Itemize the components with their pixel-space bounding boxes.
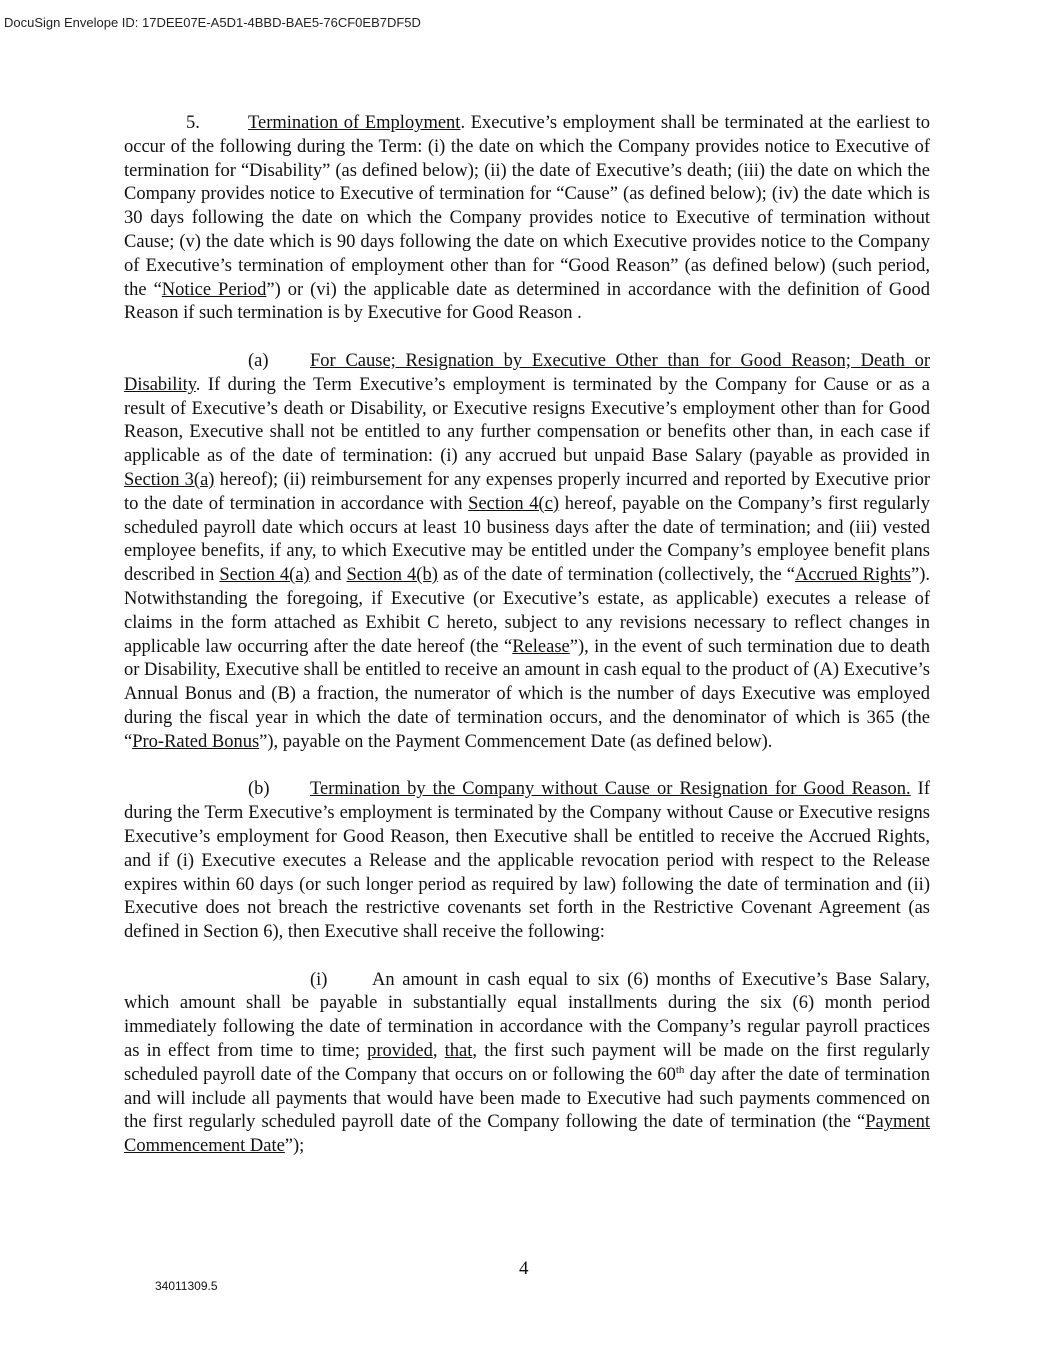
page-number: 4 <box>519 1258 529 1279</box>
docusign-envelope-id: DocuSign Envelope ID: 17DEE07E-A5D1-4BBD-BAE5-76CF0EB7DF5D <box>4 15 421 30</box>
section-number: 5. <box>186 113 200 133</box>
defined-term-payment-commencement-date: Payment Commencement Date <box>124 1112 930 1157</box>
section-reference: Section 3(a) <box>124 469 215 490</box>
document-id: 34011309.5 <box>155 1279 218 1293</box>
section-reference: Section 4(b) <box>346 565 438 586</box>
defined-term-notice-period: Notice Period <box>161 279 267 300</box>
paragraph-i: (i) An amount in cash equal to six (6) months of Executive’s Base Salary, which amount shall be payable in substantially equal installments during the six (6) month period immediately following the date of termination in accordance with the Company’s regular payroll practices as in effect from time to time; provided, that, the first such payment will be made on the first regularly scheduled payroll date of the Company that occurs on or following the 60th day after the date of termination and will include all payments that would have been made to Executive had such payments commenced on the first regularly scheduled payroll date of the Company following the date of termination (the “Payment Commencement Date”); <box>124 969 930 1157</box>
section-5-paragraph: 5. Termination of Employment. Executive’s employment shall be terminated at the earliest to occur of the following during the Term: (i) the date on which the Company provides notice to Executive of termination for “Disability” (as defined below); (ii) the date of Executive’s death; (iii) the date on which the Company provides notice to Executive of termination for “Cause” (as defined below); (iv) the date which is 30 days following the date on which the Company provides notice to Executive of termination without Cause; (v) the date which is 90 days following the date on which Executive provides notice to the Company of Executive’s termination of employment other than for “Good Reason” (as defined below) (such period, the “Notice Period”) or (vi) the applicable date as determined in accordance with the definition of Good Reason if such termination is by Executive for Good Reason . <box>124 113 931 324</box>
paragraph-b: (b) Termination by the Company without Cause or Resignation for Good Reason. If during the Term Executive’s employment is terminated by the Company without Cause or Executive resigns Executive’s employment for Good Reason, then Executive shall be entitled to receive the Accrued Rights, and if (i) Executive executes a Release and the applicable revocation period with respect to the Release expires within 60 days (or such longer period as required by law) following the date of termination and (ii) Executive does not breach the restrictive covenants set forth in the Restrictive Covenant Agreement (as defined in Section 6), then Executive shall receive the following: <box>124 779 930 943</box>
document-body <box>124 112 930 1183</box>
section-reference: Section 4(a) <box>219 565 310 586</box>
paragraph-label: (i) <box>310 969 328 990</box>
paragraph-a: (a) For Cause; Resignation by Executive Other than for Good Reason; Death or Disability. If during the Term Executive’s employment is terminated by the Company for Cause or as a result of Executive’s death or Disability, or Executive resigns Executive’s employment other than for Good Reason, Executive shall not be entitled to any further compensation or benefits other than, in each case if applicable as of the date of termination: (i) any accrued but unpaid Base Salary (payable as provided in Section 3(a) hereof); (ii) reimbursement for any expenses properly incurred and reported by Executive prior to the date of termination in accordance with Section 4(c) hereof, payable on the Company’s first regularly scheduled payroll date which occurs at least 10 business days after the date of termination; and (iii) vested employee benefits, if any, to which Executive may be entitled under the Company’s employee benefit plans described in Section 4(a) and Section 4(b) as of the date of termination (collectively, the “Accrued Rights”). Notwithstanding the foregoing, if Executive (or Executive’s estate, as applicable) executes a release of claims in the form attached as Exhibit C hereto, subject to any revisions necessary to reflect changes in applicable law occurring after the date hereof (the “Release”), in the event of such termination due to death or Disability, Executive shall be entitled to receive an amount in cash equal to the product of (A) Executive’s Annual Bonus and (B) a fraction, the numerator of which is the number of days Executive was employed during the fiscal year in which the date of termination occurs, and the denominator of which is 365 (the “Pro-Rated Bonus”), payable on the Payment Commencement Date (as defined below). <box>124 350 931 752</box>
paragraph-label: (b) <box>248 779 270 800</box>
ordinal-superscript: th <box>675 1063 685 1076</box>
term-provided: provided <box>367 1041 433 1062</box>
section-title: Termination of Employment <box>248 113 461 133</box>
defined-term-release: Release <box>512 636 570 657</box>
section-reference: Section 4(c) <box>468 493 560 514</box>
paragraph-title: For Cause; Resignation by Executive Other than for Good Reason; Death or Disability <box>124 350 930 395</box>
paragraph-title: Termination by the Company without Cause or Resignation for Good Reason. <box>310 779 911 800</box>
defined-term-accrued-rights: Accrued Rights <box>794 565 911 586</box>
defined-term-pro-rated-bonus: Pro-Rated Bonus <box>132 731 260 752</box>
term-that: that <box>444 1041 473 1062</box>
paragraph-label: (a) <box>248 350 269 371</box>
